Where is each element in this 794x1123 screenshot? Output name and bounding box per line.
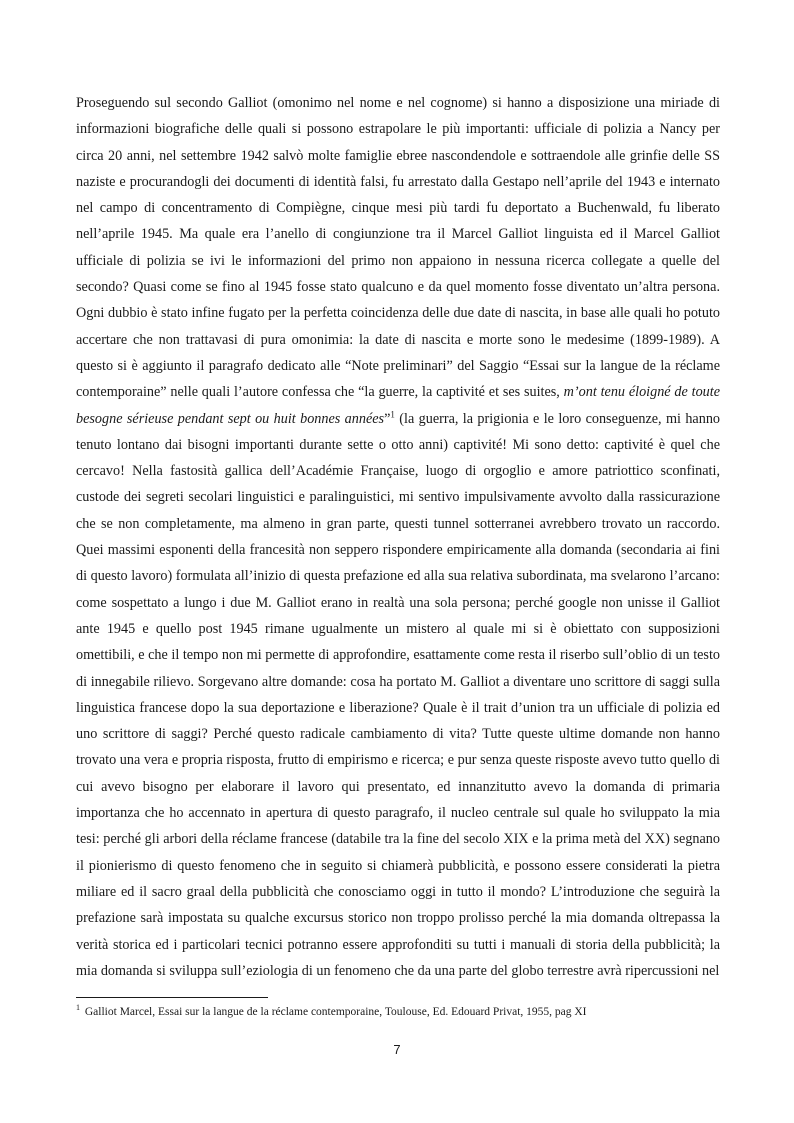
page-number: 7 (393, 1042, 401, 1057)
footnote-text: Galliot Marcel, Essai sur la langue de la réclame contemporaine, Toulouse, Ed. Edouard Privat, 1955, pag XI (82, 1006, 587, 1018)
french-quote-italic: m’ont tenu éloigné de toute besogne sérieuse pendant sept ou huit bonnes années (76, 384, 720, 427)
closing-quote: ” (384, 410, 391, 427)
footnote (76, 1004, 720, 1020)
footnote-number: 1 (76, 1003, 80, 1013)
footnote-separator (76, 997, 268, 998)
body-paragraph (76, 90, 720, 984)
body-text-part3: (la guerra, la prigionia e le loro conseguenze, mi hanno tenuto lontano dai bisogni importanti durante sette o otto anni) captivité! Mi sono detto: captivité è quel che cercavo! Nella fastosità gallica dell’Académie Française, luogo di orgoglio e amore patriottico sconfinati, custode dei segreti secolari linguistici e paralinguistici, mi sentivo impulsivamente avvolto dalla rassicurazione che se non completamente, ma almeno in gran parte, questi tunnel sotterranei avrebbero trovato un raccordo. Quei massimi esponenti della francesità non seppero rispondere empiricamente alla domanda (secondaria ai fini di questo lavoro) formulata all’inizio di questa prefazione ed alla sua relativa subordinata, ma svelarono l’arcano: come sospettato a lungo i due M. Galliot erano in realtà una sola persona; perché google non unisse il Galliot ante 1945 e quello post 1945 rimane ugualmente un mistero al quale mi si è obiettato con supposizioni omettibili, e che il tempo non mi permette di approfondire, esattamente come resta il riserbo sull’oblio di un testo di innegabile rilievo. Sorgevano altre domande: cosa ha portato M. Galliot a diventare uno scrittore di saggi sulla linguistica francese dopo la sua deportazione e liberazione? Quale è il trait d’union tra un ufficiale di polizia ed uno scrittore di saggi? Perché questo radicale cambiamento di vita? Tutte queste ultime domande non hanno trovato una vera e propria risposta, frutto di empirismo e ricerca; e pur senza queste risposte avevo tutto quello di cui avevo bisogno per elaborare il lavoro qui presentato, ed innanzitutto avevo la domanda di primaria importanza che ho accennato in apertura di questo paragrafo, il nucleo centrale sul quale ho sviluppato la mia tesi: perché gli arbori della réclame francese (databile tra la fine del secolo XIX e la prima metà del XX) segnano il pionierismo di questo fenomeno che in seguito si chiamerà pubblicità, e possono essere considerati la pietra miliare ed il sacro graal della pubblicità che conosciamo oggi in tutto il mondo? L’introduzione che seguirà la prefazione sarà impostata su qualche excursus storico non troppo prolisso perché la mia domanda oltrepassa la verità storica ed i particolari tecnici potranno essere approfonditi su tutti i manuali di storia della pubblicità; la mia domanda si sviluppa sull’eziologia di un fenomeno che da una parte del globo terrestre avrà ripercussioni nel (76, 410, 721, 979)
body-text-part1: Proseguendo sul secondo Galliot (omonimo nel nome e nel cognome) si hanno a disposizione una miriade di informazioni biografiche delle quali si possono estrapolare le più importanti: ufficiale di polizia a Nancy per circa 20 anni, nel settembre 1942 salvò molte famiglie ebree nascondendole e sottraendole alle grinfie delle SS naziste e procurandogli dei documenti di identità falsi, fu arrestato dalla Gestapo nell’aprile del 1943 e internato nel campo di concentramento di Compiègne, cinque mesi più tardi fu deportato a Buchenwald, fu liberato nell’aprile 1945. Ma quale era l’anello di congiunzione tra il Marcel Galliot linguista ed il Marcel Galliot ufficiale di polizia se ivi le informazioni del primo non appaiono in nessuna ricerca collegate a quelle del secondo? Quasi come se fino al 1945 fosse stato qualcuno e da quel momento fosse diventato un’altra persona. Ogni dubbio è stato infine fugato per la perfetta coincidenza delle due date di nascita, in base alle quali ho potuto accertare che non trattavasi di pura omonimia: la date di nascita e morte sono le medesime (1899-1989). A questo si è aggiunto il paragrafo dedicato alle “Note preliminari” del Saggio “Essai sur la langue de la réclame contemporaine” nelle quali l’autore confessa che “la guerre, la captivité et ses suites, (76, 95, 720, 401)
footnote-reference[interactable]: 1 (390, 408, 395, 419)
